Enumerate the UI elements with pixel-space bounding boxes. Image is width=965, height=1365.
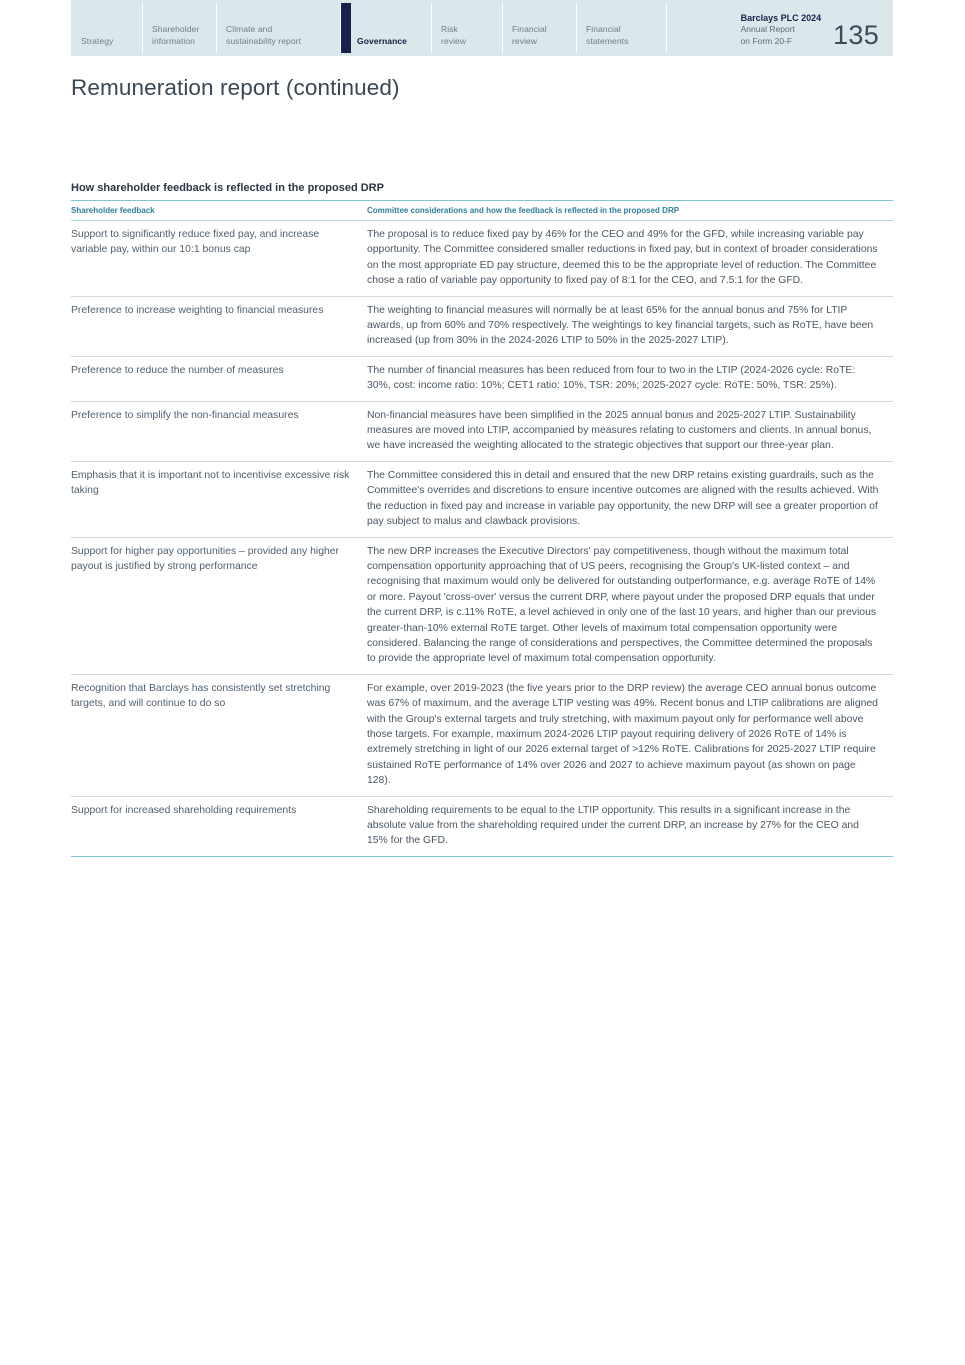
cell-committee-consideration: For example, over 2019-2023 (the five years prior to the DRP review) the average CEO annual bonus outcome was 67% of maximum, and the average LTIP vesting was 49%. Recent bonus and LTIP calibrations are aligned with the Group's external targets and truly stretching, with maximum payout only for performance well above those targets. For example, maximum 2024-2026 LTIP payout requiring delivery of 2026 RoTE of 14% is extremely stretching in light of our 2026 external target of >12% RoTE. Calibrations for 2025-2027 LTIP require sustained RoTE performance of 14% over 2026 and 2027 to achieve maximum payout (as shown on page 128). <box>367 674 893 796</box>
page-title: Remuneration report (continued) <box>71 75 400 101</box>
nav-tab-shareholder-line1: Shareholder <box>152 24 200 34</box>
nav-tab-climate-line2: sustainability report <box>226 35 302 46</box>
table-body <box>71 221 893 857</box>
report-title-line2: Annual Report <box>740 24 795 34</box>
table-row <box>71 221 893 297</box>
table-row <box>71 356 893 401</box>
nav-tab-shareholder-information[interactable] <box>142 0 216 56</box>
cell-shareholder-feedback: Emphasis that it is important not to incentivise excessive risk taking <box>71 461 367 537</box>
nav-tab-risk-line2: review <box>441 35 467 46</box>
table-row <box>71 537 893 674</box>
cell-shareholder-feedback: Recognition that Barclays has consistently set stretching targets, and will continue to do so <box>71 674 367 796</box>
section-heading: How shareholder feedback is reflected in the proposed DRP <box>71 181 893 201</box>
cell-shareholder-feedback: Preference to reduce the number of measures <box>71 356 367 401</box>
nav-tab-financial-statements-line2: statements <box>586 35 629 46</box>
nav-tab-governance[interactable] <box>340 0 431 56</box>
report-title-line1: Barclays PLC 2024 <box>740 12 822 23</box>
cell-committee-consideration: The weighting to financial measures will normally be at least 65% for the annual bonus and 75% for LTIP awards, up from 60% and 70% respectively. The weightings to key financial targets, such as RoTE, have been increased (up from 30% in the 2024-2026 LTIP to 50% in the 2025-2027 LTIP). <box>367 296 893 356</box>
table-row <box>71 461 893 537</box>
nav-tab-governance-label: Governance <box>357 35 407 46</box>
column-header-committee-considerations: Committee considerations and how the feedback is reflected in the proposed DRP <box>367 201 893 221</box>
column-header-shareholder-feedback: Shareholder feedback <box>71 201 367 221</box>
table-header-row <box>71 201 893 221</box>
cell-committee-consideration: Non-financial measures have been simplified in the 2025 annual bonus and 2025-2027 LTIP. Sustainability measures are moved into LTIP, accompanied by measures relating to customers and clients. In annual bonus, we have increased the weighting allocated to the strategic objectives that support our three-year plan. <box>367 401 893 461</box>
page-number: 135 <box>833 20 879 50</box>
cell-shareholder-feedback: Preference to simplify the non-financial measures <box>71 401 367 461</box>
cell-shareholder-feedback: Support for higher pay opportunities – provided any higher payout is justified by strong performance <box>71 537 367 674</box>
nav-tab-shareholder-line2: information <box>152 35 195 46</box>
nav-tab-strategy[interactable] <box>71 0 142 56</box>
nav-tab-financial-statements-line1: Financial <box>586 24 621 34</box>
page-header-band <box>71 0 893 56</box>
table-row <box>71 796 893 856</box>
nav-tab-financial-review-line1: Financial <box>512 24 547 34</box>
nav-tab-financial-review[interactable] <box>502 0 576 56</box>
table-row <box>71 296 893 356</box>
cell-shareholder-feedback: Support to significantly reduce fixed pay, and increase variable pay, within our 10:1 bonus cap <box>71 221 367 297</box>
cell-committee-consideration: Shareholding requirements to be equal to the LTIP opportunity. This results in a significant increase in the absolute value from the shareholding required under the current DRP, an increase by 27% for the CEO and 15% for the GFD. <box>367 796 893 856</box>
nav-tab-financial-statements[interactable] <box>576 0 666 56</box>
table-head <box>71 201 893 221</box>
header-report-identity <box>666 0 893 56</box>
nav-tab-risk-line1: Risk <box>441 24 458 34</box>
nav-tab-climate-sustainability[interactable] <box>216 0 340 56</box>
nav-tab-climate-line1: Climate and <box>226 24 273 34</box>
nav-tab-risk-review[interactable] <box>431 0 502 56</box>
report-title-line3: on Form 20-F <box>740 35 793 46</box>
table-row <box>71 401 893 461</box>
shareholder-feedback-table <box>71 201 893 857</box>
nav-tab-strategy-label: Strategy <box>81 35 114 46</box>
nav-tab-financial-review-line2: review <box>512 35 538 46</box>
cell-committee-consideration: The new DRP increases the Executive Directors' pay competitiveness, though without the maximum total compensation opportunity approaching that of US peers, recognising the Group's UK-listed context – and recognising that maximum would only be delivered for outstanding outperformance, e.g. average RoTE of 14% or more. Payout 'cross-over' versus the current DRP, where payout under the proposed DRP equals that under the current DRP, is c.11% RoTE, a level achieved in only one of the last 10 years, and higher than our previous greater-than-10% external RoTE target. Other levels of maximum total compensation opportunity were considered. Balancing the range of considerations and perspectives, the Committee determined the proposals to provide the appropriate level of maximum total compensation opportunity. <box>367 537 893 674</box>
cell-shareholder-feedback: Support for increased shareholding requirements <box>71 796 367 856</box>
cell-shareholder-feedback: Preference to increase weighting to financial measures <box>71 296 367 356</box>
report-title-block <box>741 13 822 52</box>
cell-committee-consideration: The proposal is to reduce fixed pay by 46% for the CEO and 49% for the GFD, while increasing variable pay opportunity. The Committee considered smaller reductions in fixed pay, but in context of broader considerations on the most appropriate ED pay structure, deemed this to be the appropriate level of reduction. The Committee chose a ratio of variable pay opportunity to fixed pay of 8:1 for the CEO, and 7.5:1 for the GFD. <box>367 221 893 297</box>
cell-committee-consideration: The number of financial measures has been reduced from four to two in the LTIP (2024-2026 cycle: RoTE: 30%, cost: income ratio: 10%; CET1 ratio: 10%, TSR: 20%; 2025-2027 cycle: RoTE: 50%, TSR: 25%). <box>367 356 893 401</box>
cell-committee-consideration: The Committee considered this in detail and ensured that the new DRP retains existing guardrails, such as the Committee's overrides and discretions to ensure incentive outcomes are aligned with the results achieved. With the reduction in fixed pay and increase in variable pay opportunity, the new DRP will see a greater proportion of pay subject to malus and clawback provisions. <box>367 461 893 537</box>
table-row <box>71 674 893 796</box>
shareholder-feedback-section <box>71 181 893 857</box>
